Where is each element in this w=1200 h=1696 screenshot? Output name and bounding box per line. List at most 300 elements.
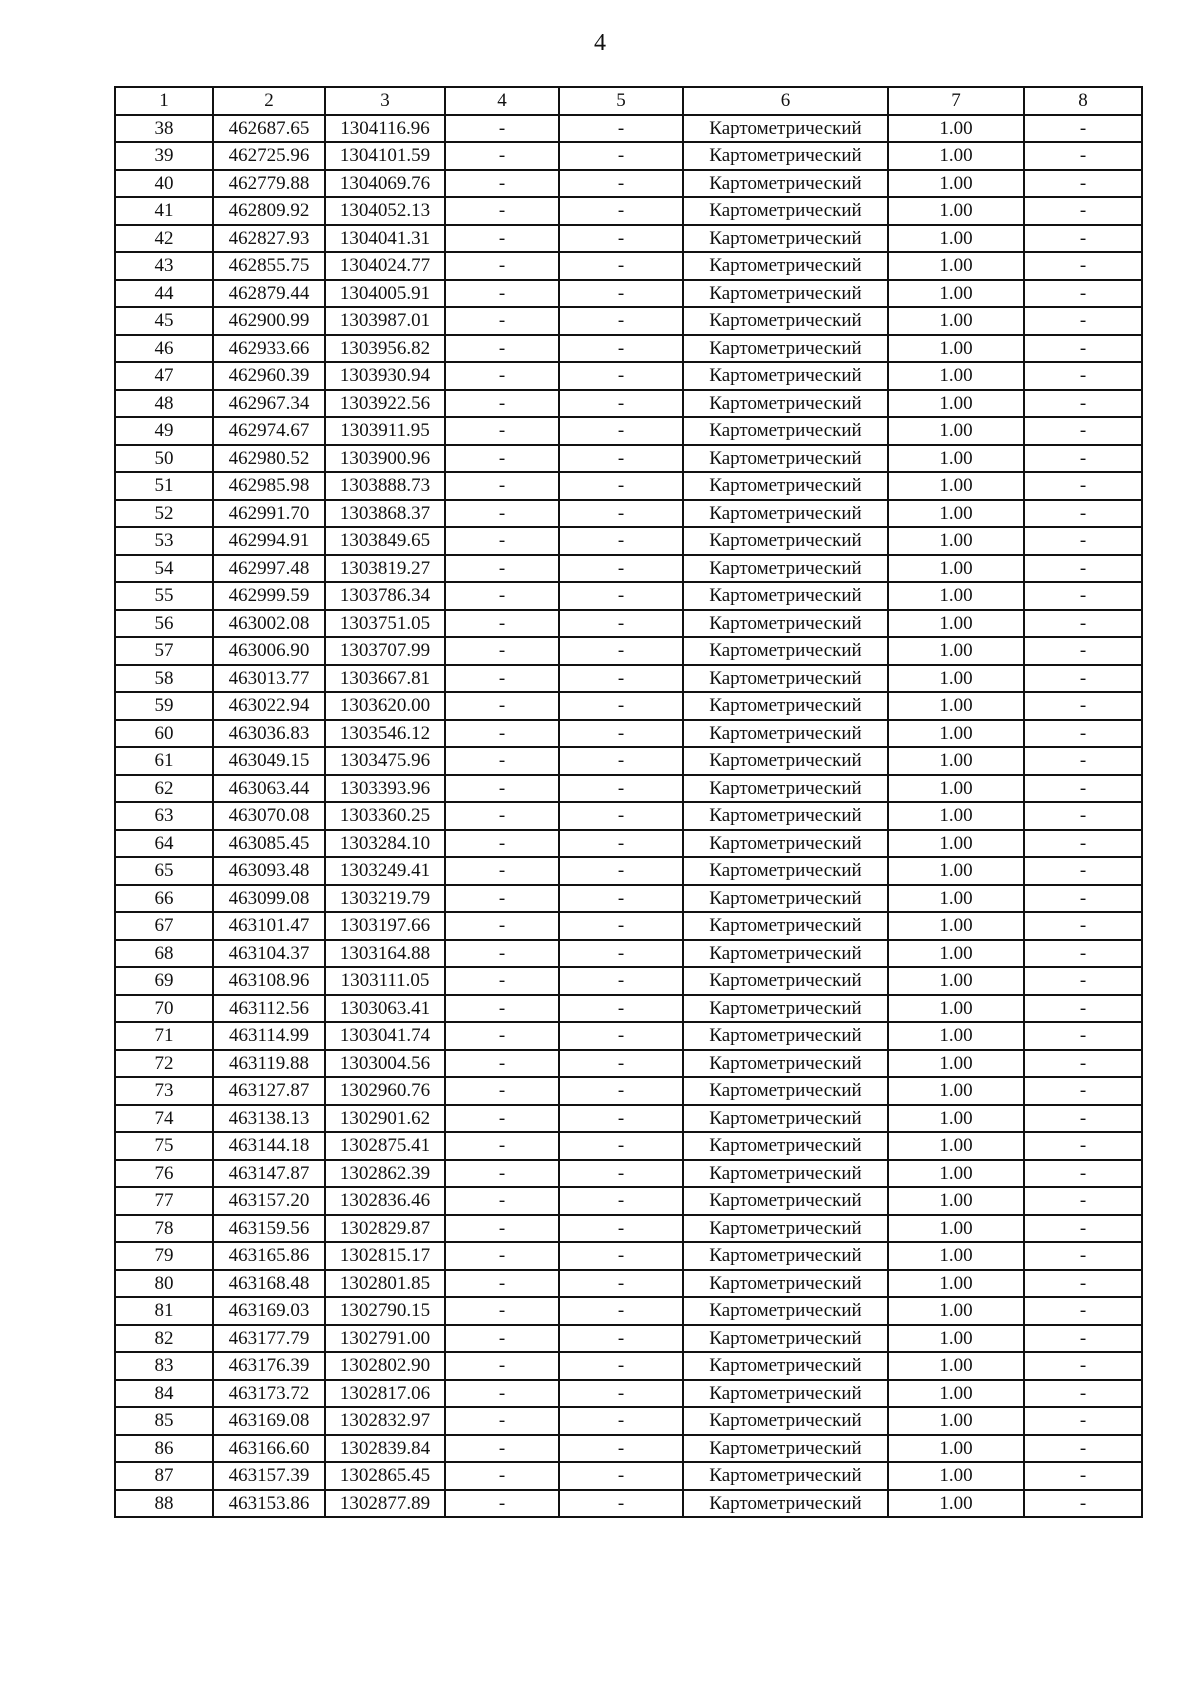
table-row: [115, 912, 1142, 940]
column-header: 2: [213, 87, 325, 115]
table-row: [115, 362, 1142, 390]
cell-method: Картометрический: [683, 1077, 888, 1105]
cell-col-8: -: [1024, 692, 1142, 720]
cell-coord-x: 463138.13: [213, 1105, 325, 1133]
cell-coord-x: 463127.87: [213, 1077, 325, 1105]
cell-col-8: -: [1024, 115, 1142, 143]
table-row: [115, 940, 1142, 968]
cell-col-8: -: [1024, 912, 1142, 940]
table-row: [115, 802, 1142, 830]
cell-col-4: -: [445, 555, 559, 583]
cell-accuracy: 1.00: [888, 280, 1024, 308]
cell-col-5: -: [559, 252, 683, 280]
cell-accuracy: 1.00: [888, 115, 1024, 143]
cell-coord-x: 462687.65: [213, 115, 325, 143]
table-row: [115, 775, 1142, 803]
cell-col-8: -: [1024, 967, 1142, 995]
cell-accuracy: 1.00: [888, 1050, 1024, 1078]
cell-accuracy: 1.00: [888, 665, 1024, 693]
cell-point-number: 38: [115, 115, 213, 143]
table-row: [115, 527, 1142, 555]
cell-col-8: -: [1024, 1077, 1142, 1105]
cell-point-number: 50: [115, 445, 213, 473]
cell-col-4: -: [445, 1297, 559, 1325]
cell-col-8: -: [1024, 1297, 1142, 1325]
cell-col-4: -: [445, 1077, 559, 1105]
cell-accuracy: 1.00: [888, 197, 1024, 225]
cell-coord-x: 463085.45: [213, 830, 325, 858]
cell-col-4: -: [445, 1105, 559, 1133]
cell-accuracy: 1.00: [888, 225, 1024, 253]
cell-col-4: -: [445, 307, 559, 335]
cell-method: Картометрический: [683, 610, 888, 638]
cell-col-4: -: [445, 252, 559, 280]
cell-col-4: -: [445, 225, 559, 253]
cell-accuracy: 1.00: [888, 940, 1024, 968]
cell-coord-y: 1302829.87: [325, 1215, 445, 1243]
cell-col-8: -: [1024, 362, 1142, 390]
cell-col-5: -: [559, 1490, 683, 1518]
cell-coord-y: 1302901.62: [325, 1105, 445, 1133]
cell-accuracy: 1.00: [888, 912, 1024, 940]
cell-col-4: -: [445, 1435, 559, 1463]
cell-col-8: -: [1024, 775, 1142, 803]
cell-col-5: -: [559, 747, 683, 775]
cell-point-number: 78: [115, 1215, 213, 1243]
cell-col-4: -: [445, 1325, 559, 1353]
cell-col-5: -: [559, 500, 683, 528]
cell-coord-y: 1303249.41: [325, 857, 445, 885]
cell-coord-y: 1303041.74: [325, 1022, 445, 1050]
cell-method: Картометрический: [683, 197, 888, 225]
cell-col-8: -: [1024, 555, 1142, 583]
cell-coord-y: 1302877.89: [325, 1490, 445, 1518]
cell-coord-y: 1303063.41: [325, 995, 445, 1023]
cell-coord-x: 463099.08: [213, 885, 325, 913]
cell-col-5: -: [559, 1297, 683, 1325]
cell-col-8: -: [1024, 1242, 1142, 1270]
cell-accuracy: 1.00: [888, 1187, 1024, 1215]
cell-col-5: -: [559, 1077, 683, 1105]
cell-coord-x: 463176.39: [213, 1352, 325, 1380]
cell-coord-y: 1303868.37: [325, 500, 445, 528]
cell-coord-y: 1303922.56: [325, 390, 445, 418]
cell-col-5: -: [559, 170, 683, 198]
column-header: 3: [325, 87, 445, 115]
cell-coord-x: 463147.87: [213, 1160, 325, 1188]
cell-coord-y: 1304041.31: [325, 225, 445, 253]
cell-accuracy: 1.00: [888, 747, 1024, 775]
cell-accuracy: 1.00: [888, 1407, 1024, 1435]
cell-coord-y: 1303930.94: [325, 362, 445, 390]
cell-coord-x: 462809.92: [213, 197, 325, 225]
cell-method: Картометрический: [683, 1132, 888, 1160]
table-row: [115, 1132, 1142, 1160]
cell-col-5: -: [559, 637, 683, 665]
cell-method: Картометрический: [683, 1242, 888, 1270]
cell-accuracy: 1.00: [888, 500, 1024, 528]
cell-col-5: -: [559, 940, 683, 968]
cell-col-4: -: [445, 527, 559, 555]
cell-coord-y: 1303911.95: [325, 417, 445, 445]
cell-method: Картометрический: [683, 692, 888, 720]
table-row: [115, 1105, 1142, 1133]
table-row: [115, 472, 1142, 500]
cell-col-4: -: [445, 472, 559, 500]
cell-col-4: -: [445, 1187, 559, 1215]
cell-coord-x: 463168.48: [213, 1270, 325, 1298]
cell-col-8: -: [1024, 940, 1142, 968]
cell-method: Картометрический: [683, 115, 888, 143]
cell-accuracy: 1.00: [888, 885, 1024, 913]
cell-point-number: 68: [115, 940, 213, 968]
cell-point-number: 72: [115, 1050, 213, 1078]
cell-method: Картометрический: [683, 1462, 888, 1490]
cell-coord-x: 463169.03: [213, 1297, 325, 1325]
cell-point-number: 44: [115, 280, 213, 308]
cell-point-number: 75: [115, 1132, 213, 1160]
cell-accuracy: 1.00: [888, 1215, 1024, 1243]
cell-accuracy: 1.00: [888, 1132, 1024, 1160]
cell-method: Картометрический: [683, 995, 888, 1023]
cell-point-number: 45: [115, 307, 213, 335]
cell-point-number: 63: [115, 802, 213, 830]
cell-col-4: -: [445, 1022, 559, 1050]
cell-method: Картометрический: [683, 555, 888, 583]
table-row: [115, 390, 1142, 418]
coordinates-table: [114, 86, 1143, 1518]
cell-col-4: -: [445, 720, 559, 748]
cell-coord-x: 462991.70: [213, 500, 325, 528]
cell-point-number: 64: [115, 830, 213, 858]
table-row: [115, 197, 1142, 225]
cell-point-number: 43: [115, 252, 213, 280]
cell-col-8: -: [1024, 1462, 1142, 1490]
cell-col-8: -: [1024, 1160, 1142, 1188]
cell-coord-y: 1302791.00: [325, 1325, 445, 1353]
cell-coord-y: 1303197.66: [325, 912, 445, 940]
cell-col-5: -: [559, 857, 683, 885]
table-row: [115, 1215, 1142, 1243]
cell-col-4: -: [445, 1050, 559, 1078]
cell-col-4: -: [445, 1215, 559, 1243]
cell-col-5: -: [559, 115, 683, 143]
cell-coord-x: 463108.96: [213, 967, 325, 995]
cell-accuracy: 1.00: [888, 1352, 1024, 1380]
cell-col-4: -: [445, 775, 559, 803]
cell-col-8: -: [1024, 802, 1142, 830]
cell-col-5: -: [559, 142, 683, 170]
cell-point-number: 82: [115, 1325, 213, 1353]
cell-accuracy: 1.00: [888, 1242, 1024, 1270]
cell-col-4: -: [445, 1380, 559, 1408]
cell-point-number: 39: [115, 142, 213, 170]
cell-coord-x: 463002.08: [213, 610, 325, 638]
cell-col-5: -: [559, 555, 683, 583]
cell-col-5: -: [559, 1132, 683, 1160]
cell-col-4: -: [445, 1132, 559, 1160]
cell-coord-y: 1302960.76: [325, 1077, 445, 1105]
cell-accuracy: 1.00: [888, 307, 1024, 335]
cell-coord-y: 1303956.82: [325, 335, 445, 363]
table-row: [115, 747, 1142, 775]
table-row: [115, 637, 1142, 665]
cell-accuracy: 1.00: [888, 362, 1024, 390]
cell-coord-x: 463112.56: [213, 995, 325, 1023]
cell-method: Картометрический: [683, 1325, 888, 1353]
column-header: 6: [683, 87, 888, 115]
table-row: [115, 1077, 1142, 1105]
cell-col-8: -: [1024, 830, 1142, 858]
cell-coord-x: 463049.15: [213, 747, 325, 775]
cell-col-4: -: [445, 885, 559, 913]
cell-col-8: -: [1024, 1490, 1142, 1518]
table-row: [115, 1050, 1142, 1078]
table-row: [115, 1325, 1142, 1353]
cell-col-8: -: [1024, 885, 1142, 913]
table-row: [115, 280, 1142, 308]
cell-accuracy: 1.00: [888, 802, 1024, 830]
cell-col-8: -: [1024, 1435, 1142, 1463]
cell-point-number: 85: [115, 1407, 213, 1435]
cell-accuracy: 1.00: [888, 1077, 1024, 1105]
cell-col-4: -: [445, 967, 559, 995]
cell-col-4: -: [445, 280, 559, 308]
cell-coord-x: 462900.99: [213, 307, 325, 335]
cell-coord-x: 462827.93: [213, 225, 325, 253]
cell-accuracy: 1.00: [888, 1325, 1024, 1353]
cell-col-8: -: [1024, 225, 1142, 253]
cell-coord-y: 1303360.25: [325, 802, 445, 830]
table-row: [115, 252, 1142, 280]
cell-coord-x: 463157.20: [213, 1187, 325, 1215]
cell-method: Картометрический: [683, 885, 888, 913]
cell-accuracy: 1.00: [888, 1270, 1024, 1298]
cell-col-5: -: [559, 1187, 683, 1215]
table-row: [115, 995, 1142, 1023]
cell-accuracy: 1.00: [888, 610, 1024, 638]
cell-col-5: -: [559, 1105, 683, 1133]
cell-point-number: 66: [115, 885, 213, 913]
cell-accuracy: 1.00: [888, 1022, 1024, 1050]
table-row: [115, 1435, 1142, 1463]
cell-coord-x: 462997.48: [213, 555, 325, 583]
cell-coord-x: 462725.96: [213, 142, 325, 170]
cell-method: Картометрический: [683, 1160, 888, 1188]
table-row: [115, 885, 1142, 913]
cell-coord-x: 463036.83: [213, 720, 325, 748]
cell-coord-x: 463013.77: [213, 665, 325, 693]
cell-coord-x: 463063.44: [213, 775, 325, 803]
cell-col-8: -: [1024, 720, 1142, 748]
table-row: [115, 500, 1142, 528]
cell-method: Картометрический: [683, 1270, 888, 1298]
cell-accuracy: 1.00: [888, 637, 1024, 665]
cell-coord-y: 1302790.15: [325, 1297, 445, 1325]
cell-method: Картометрический: [683, 1407, 888, 1435]
cell-coord-x: 462855.75: [213, 252, 325, 280]
cell-point-number: 65: [115, 857, 213, 885]
table-row: [115, 1462, 1142, 1490]
cell-point-number: 74: [115, 1105, 213, 1133]
cell-col-5: -: [559, 995, 683, 1023]
cell-col-5: -: [559, 335, 683, 363]
cell-method: Картометрический: [683, 1297, 888, 1325]
cell-method: Картометрический: [683, 1380, 888, 1408]
cell-coord-y: 1303751.05: [325, 610, 445, 638]
column-header: 8: [1024, 87, 1142, 115]
cell-method: Картометрический: [683, 582, 888, 610]
cell-accuracy: 1.00: [888, 390, 1024, 418]
cell-coord-y: 1304052.13: [325, 197, 445, 225]
cell-accuracy: 1.00: [888, 967, 1024, 995]
cell-coord-x: 463159.56: [213, 1215, 325, 1243]
cell-method: Картометрический: [683, 1352, 888, 1380]
cell-coord-y: 1303393.96: [325, 775, 445, 803]
cell-accuracy: 1.00: [888, 720, 1024, 748]
table-header-row: [115, 87, 1142, 115]
cell-col-4: -: [445, 610, 559, 638]
cell-coord-y: 1303900.96: [325, 445, 445, 473]
cell-coord-y: 1303164.88: [325, 940, 445, 968]
cell-coord-y: 1302832.97: [325, 1407, 445, 1435]
column-header: 1: [115, 87, 213, 115]
cell-col-5: -: [559, 1462, 683, 1490]
cell-point-number: 83: [115, 1352, 213, 1380]
table-row: [115, 1160, 1142, 1188]
table-row: [115, 1022, 1142, 1050]
cell-col-8: -: [1024, 665, 1142, 693]
cell-point-number: 47: [115, 362, 213, 390]
cell-col-4: -: [445, 802, 559, 830]
cell-col-5: -: [559, 307, 683, 335]
cell-col-4: -: [445, 857, 559, 885]
cell-coord-x: 463119.88: [213, 1050, 325, 1078]
cell-coord-x: 463157.39: [213, 1462, 325, 1490]
cell-col-8: -: [1024, 1380, 1142, 1408]
cell-col-5: -: [559, 720, 683, 748]
cell-method: Картометрический: [683, 1435, 888, 1463]
cell-col-4: -: [445, 390, 559, 418]
cell-point-number: 71: [115, 1022, 213, 1050]
cell-coord-x: 463101.47: [213, 912, 325, 940]
cell-accuracy: 1.00: [888, 252, 1024, 280]
cell-col-4: -: [445, 665, 559, 693]
cell-col-5: -: [559, 802, 683, 830]
cell-point-number: 70: [115, 995, 213, 1023]
cell-coord-y: 1302815.17: [325, 1242, 445, 1270]
cell-coord-y: 1302836.46: [325, 1187, 445, 1215]
table-row: [115, 1380, 1142, 1408]
cell-col-5: -: [559, 527, 683, 555]
cell-col-8: -: [1024, 995, 1142, 1023]
cell-col-8: -: [1024, 500, 1142, 528]
table-row: [115, 115, 1142, 143]
cell-coord-x: 462974.67: [213, 417, 325, 445]
cell-col-4: -: [445, 940, 559, 968]
cell-coord-x: 462779.88: [213, 170, 325, 198]
cell-col-8: -: [1024, 1105, 1142, 1133]
table-row: [115, 610, 1142, 638]
cell-coord-x: 463169.08: [213, 1407, 325, 1435]
table-body: [115, 115, 1142, 1518]
cell-col-5: -: [559, 885, 683, 913]
table-row: [115, 1270, 1142, 1298]
cell-col-4: -: [445, 1160, 559, 1188]
cell-point-number: 67: [115, 912, 213, 940]
cell-col-5: -: [559, 610, 683, 638]
cell-point-number: 55: [115, 582, 213, 610]
cell-col-5: -: [559, 1160, 683, 1188]
cell-col-5: -: [559, 390, 683, 418]
cell-accuracy: 1.00: [888, 527, 1024, 555]
table-row: [115, 692, 1142, 720]
cell-point-number: 48: [115, 390, 213, 418]
cell-col-8: -: [1024, 610, 1142, 638]
cell-coord-y: 1302802.90: [325, 1352, 445, 1380]
cell-accuracy: 1.00: [888, 1380, 1024, 1408]
cell-coord-x: 462999.59: [213, 582, 325, 610]
cell-col-4: -: [445, 1352, 559, 1380]
cell-col-8: -: [1024, 390, 1142, 418]
cell-accuracy: 1.00: [888, 582, 1024, 610]
cell-accuracy: 1.00: [888, 1435, 1024, 1463]
cell-coord-x: 462960.39: [213, 362, 325, 390]
cell-method: Картометрический: [683, 857, 888, 885]
cell-col-8: -: [1024, 335, 1142, 363]
table-row: [115, 830, 1142, 858]
cell-col-8: -: [1024, 747, 1142, 775]
cell-col-5: -: [559, 830, 683, 858]
cell-col-4: -: [445, 170, 559, 198]
cell-point-number: 61: [115, 747, 213, 775]
cell-coord-x: 462967.34: [213, 390, 325, 418]
cell-col-4: -: [445, 362, 559, 390]
cell-method: Картометрический: [683, 802, 888, 830]
cell-point-number: 54: [115, 555, 213, 583]
cell-col-8: -: [1024, 1270, 1142, 1298]
cell-coord-x: 463177.79: [213, 1325, 325, 1353]
cell-point-number: 56: [115, 610, 213, 638]
cell-method: Картометрический: [683, 362, 888, 390]
cell-col-5: -: [559, 775, 683, 803]
column-header: 5: [559, 87, 683, 115]
cell-accuracy: 1.00: [888, 445, 1024, 473]
cell-accuracy: 1.00: [888, 1490, 1024, 1518]
cell-coord-y: 1303987.01: [325, 307, 445, 335]
cell-method: Картометрический: [683, 665, 888, 693]
cell-coord-y: 1302801.85: [325, 1270, 445, 1298]
cell-col-8: -: [1024, 1325, 1142, 1353]
cell-col-5: -: [559, 362, 683, 390]
cell-col-4: -: [445, 1490, 559, 1518]
cell-col-4: -: [445, 747, 559, 775]
table-row: [115, 307, 1142, 335]
cell-coord-x: 463153.86: [213, 1490, 325, 1518]
cell-point-number: 87: [115, 1462, 213, 1490]
cell-method: Картометрический: [683, 500, 888, 528]
cell-coord-y: 1304024.77: [325, 252, 445, 280]
cell-method: Картометрический: [683, 472, 888, 500]
cell-coord-x: 463070.08: [213, 802, 325, 830]
cell-col-8: -: [1024, 1407, 1142, 1435]
cell-coord-y: 1303888.73: [325, 472, 445, 500]
cell-accuracy: 1.00: [888, 555, 1024, 583]
cell-coord-x: 463093.48: [213, 857, 325, 885]
cell-col-8: -: [1024, 1215, 1142, 1243]
cell-coord-y: 1303849.65: [325, 527, 445, 555]
cell-accuracy: 1.00: [888, 417, 1024, 445]
